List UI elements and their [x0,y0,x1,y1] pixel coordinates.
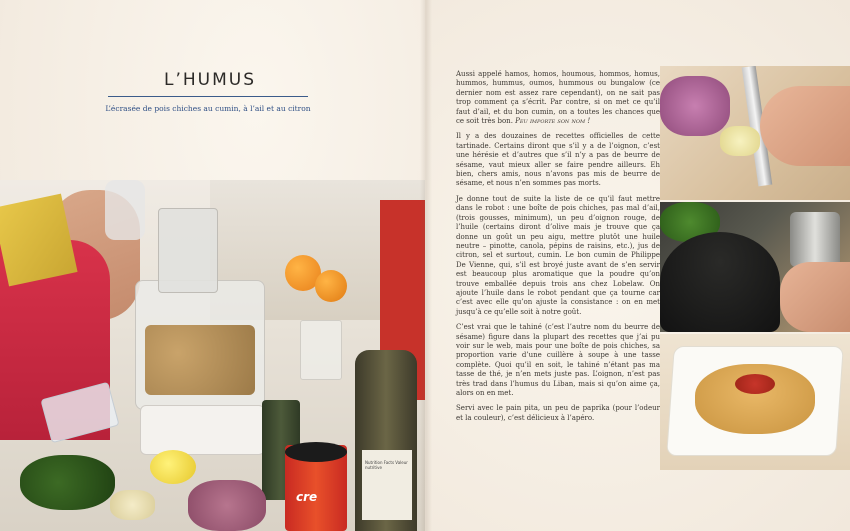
chopped-garlic [110,490,155,520]
spice-tin [790,212,840,267]
paprika [735,374,775,394]
mortar-bowl [660,232,780,332]
photo-mortar [660,202,850,332]
processor-tube [158,208,218,293]
chickpeas [145,325,255,395]
processor-base [140,405,265,455]
paragraph-3: Je donne tout de suite la liste de ce qu’il faut mettre dans le robot : une boîte de pois chiches, pas mal d’ail, (trois gousses, minimum), un peu d’oignon rouge, de l’huile (certains diront d’olive mais je trouve que ça donne un goût un peu aigu, mettre plutôt une huile neutre – pinotte, canola, pépins de raisins, etc.), jus de citron, sel et surtout, cumin. Le bon cumin de Philippe De Vienne, qui, s’il est broyé juste avant de s’en servir est beaucoup plus aromatique que la poudre qu’on trouve emballée depuis trois ans chez Lobelaw. On ajoute l’huile dans le robot pendant que ça tourne car c’est avec elle qu’on ajuste la consistance : on en met jusqu’à ce qu’elle soit à notre goût. [456,194,660,316]
bottle-label-text: Nutrition Facts Valeur nutritive [365,460,408,470]
paragraph-1-text: Aussi appelé hamos, homos, houmous, hommos, homus, hummos, hummus, oumos, hummous ou bungalow (ce dernier nom est assez rare cependant), on ne sait pas trop comment ça s’écrit. Par contre, si on met ce qu’il faut d’ail, et du bon cumin, on a toutes les chances que ce soit très bon. [456,70,660,126]
paragraph-1 [456,70,660,126]
hand [760,86,850,166]
page-title: L’HUMUS [163,70,256,90]
onion-pile [660,76,730,136]
orange-2 [315,270,347,302]
article-body [456,70,660,429]
parsley [20,455,115,510]
page-gutter [420,0,432,531]
red-onion [188,480,266,531]
photo-hummus-bowl [660,334,850,470]
photo-chopping [660,66,850,200]
olive-can-top [285,442,347,462]
can-label-text: cre [296,490,318,504]
water-pour [105,180,145,240]
paragraph-4: C’est vrai que le tahiné (c’est l’autre nom du beurre de sésame) figure dans la plupart des recettes que j’ai pu voir sur le web, mais pour une boîte de pois chiches, sa proportion varie d’une cuillère à soupe à une tasse complète. Quoi qu’il en soit, le tahiné n’étant pas ma tasse de thé, je n’en mets juste pas. L’oignon, n’est pas très trad dans l’humus du Liban, mais si qu’on aime ça, alors on en met. [456,323,660,397]
drinking-glass [300,320,342,380]
paragraph-5: Servi avec le pain pita, un peu de paprika (pour l’odeur et la couleur), c’est délicieux à l’apéro. [456,404,660,422]
aside-phrase: Peu importe son nom ! [515,117,591,126]
page-subtitle: L’écrasée de pois chiches au cumin, à l’ail et au citron [105,104,311,113]
hand-holding-spoon [780,262,850,332]
lemon-half [150,450,196,484]
paragraph-2: Il y a des douzaines de recettes officielles de cette tartinade. Certains diront que s’il y a de l’oignon, c’est une hérésie et d’autres que s’il n’y a pas de beurre de sésame, vaut mieux aller se faire pendre ailleurs. Eh bien, chers amis, nous n’avons pas mis de beurre de sésame, et nous n’en sommes pas morts. [456,132,660,188]
title-rule [108,96,308,97]
garlic-bits [720,126,760,156]
kitchen-photo [0,180,425,531]
